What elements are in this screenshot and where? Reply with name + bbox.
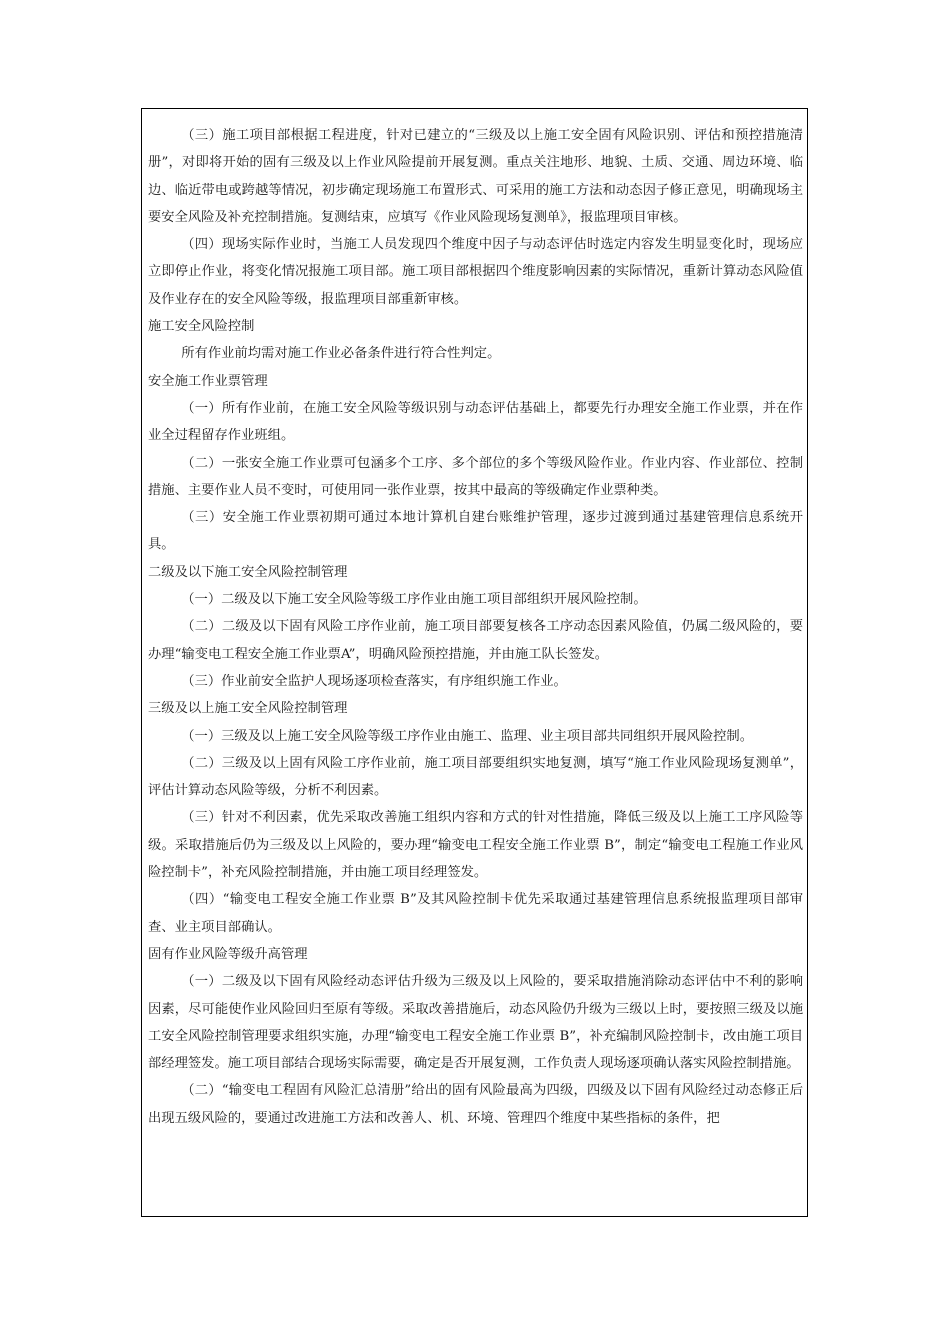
section-heading: 安全施工作业票管理 — [148, 373, 268, 389]
paragraph: （一）三级及以上施工安全风险等级工序作业由施工、监理、业主项目部共同组织开展风险控制。 — [181, 728, 754, 744]
section-heading: 施工安全风险控制 — [148, 319, 255, 335]
paragraph: （三）作业前安全监护人现场逐项检查落实，有序组织施工作业。 — [181, 673, 567, 689]
paragraph: （二）一张安全施工作业票可包涵多个工序、多个部位的多个等级风险作业。作业内容、作业部位、控制措施、主要作业人员不变时，可使用同一张作业票，按其中最高的等级确定作业票种类。 — [148, 455, 803, 498]
document-body — [148, 122, 803, 1132]
paragraph: （一）所有作业前，在施工安全风险等级识别与动态评估基础上，都要先行办理安全施工作业票，并在作业全过程留存作业班组。 — [148, 400, 803, 444]
paragraph: 所有作业前均需对施工作业必备条件进行符合性判定。 — [181, 346, 501, 362]
paragraph: （三）安全施工作业票初期可通过本地计算机自建台账维护管理，逐步过渡到通过基建管理信息系统开具。 — [148, 510, 803, 553]
paragraph: （一）二级及以下固有风险经动态评估升级为三级及以上风险的，要采取措施消除动态评估中不利的影响因素，尽可能使作业风险回归至原有等级。采取改善措施后，动态风险仍升级为三级以上时，要按照三级及以施工安全风险控制管理要求组织实施，办理“输变电工程安全施工作业票 B”，补充编制风险控制卡，改由施工项目部经理签发。施工项目部结合现场实际需要，确定是否开展复测，工作负责人现场逐项确认落实风险控制措施。 — [148, 974, 803, 1072]
paragraph: （一）二级及以下施工安全风险等级工序作业由施工项目部组织开展风险控制。 — [181, 592, 647, 608]
section-heading: 二级及以下施工安全风险控制管理 — [148, 564, 348, 580]
section-heading: 固有作业风险等级升高管理 — [148, 946, 308, 962]
paragraph: （二）三级及以上固有风险工序作业前，施工项目部要组织实地复测，填写“施工作业风险现场复测单”，评估计算动态风险等级，分析不利因素。 — [148, 755, 803, 799]
section-heading: 三级及以上施工安全风险控制管理 — [148, 701, 348, 717]
paragraph: （四）“输变电工程安全施工作业票 B”及其风险控制卡优先采取通过基建管理信息系统报监理项目部审查、业主项目部确认。 — [148, 892, 803, 935]
paragraph: （二）“输变电工程固有风险汇总清册”给出的固有风险最高为四级，四级及以下固有风险经过动态修正后出现五级风险的，要通过改进施工方法和改善人、机、环境、管理四个维度中某些指标的条件，把 — [148, 1083, 803, 1126]
paragraph: （三）施工项目部根据工程进度，针对已建立的“三级及以上施工安全固有风险识别、评估和预控措施清册”，对即将开始的固有三级及以上作业风险提前开展复测。重点关注地形、地貌、土质、交通、周边环境、临边、临近带电或跨越等情况，初步确定现场施工布置形式、可采用的施工方法和动态因子修正意见，明确现场主要安全风险及补充控制措施。复测结束，应填写《作业风险现场复测单》，报监理项目审核。 — [148, 128, 803, 225]
paragraph: （三）针对不利因素，优先采取改善施工组织内容和方式的针对性措施，降低三级及以上施工工序风险等级。采取措施后仍为三级及以上风险的，要办理“输变电工程安全施工作业票 B”，制定“输变电工程施工作业风险控制卡”，补充风险控制措施，并由施工项目经理签发。 — [148, 810, 803, 881]
paragraph: （四）现场实际作业时，当施工人员发现四个维度中因子与动态评估时选定内容发生明显变化时，现场应立即停止作业，将变化情况报施工项目部。施工项目部根据四个维度影响因素的实际情况，重新计算动态风险值及作业存在的安全风险等级，报监理项目部重新审核。 — [148, 237, 803, 307]
paragraph: （二）二级及以下固有风险工序作业前，施工项目部要复核各工序动态因素风险值，仍属二级风险的，要办理“输变电工程安全施工作业票A”，明确风险预控措施，并由施工队长签发。 — [148, 619, 803, 662]
